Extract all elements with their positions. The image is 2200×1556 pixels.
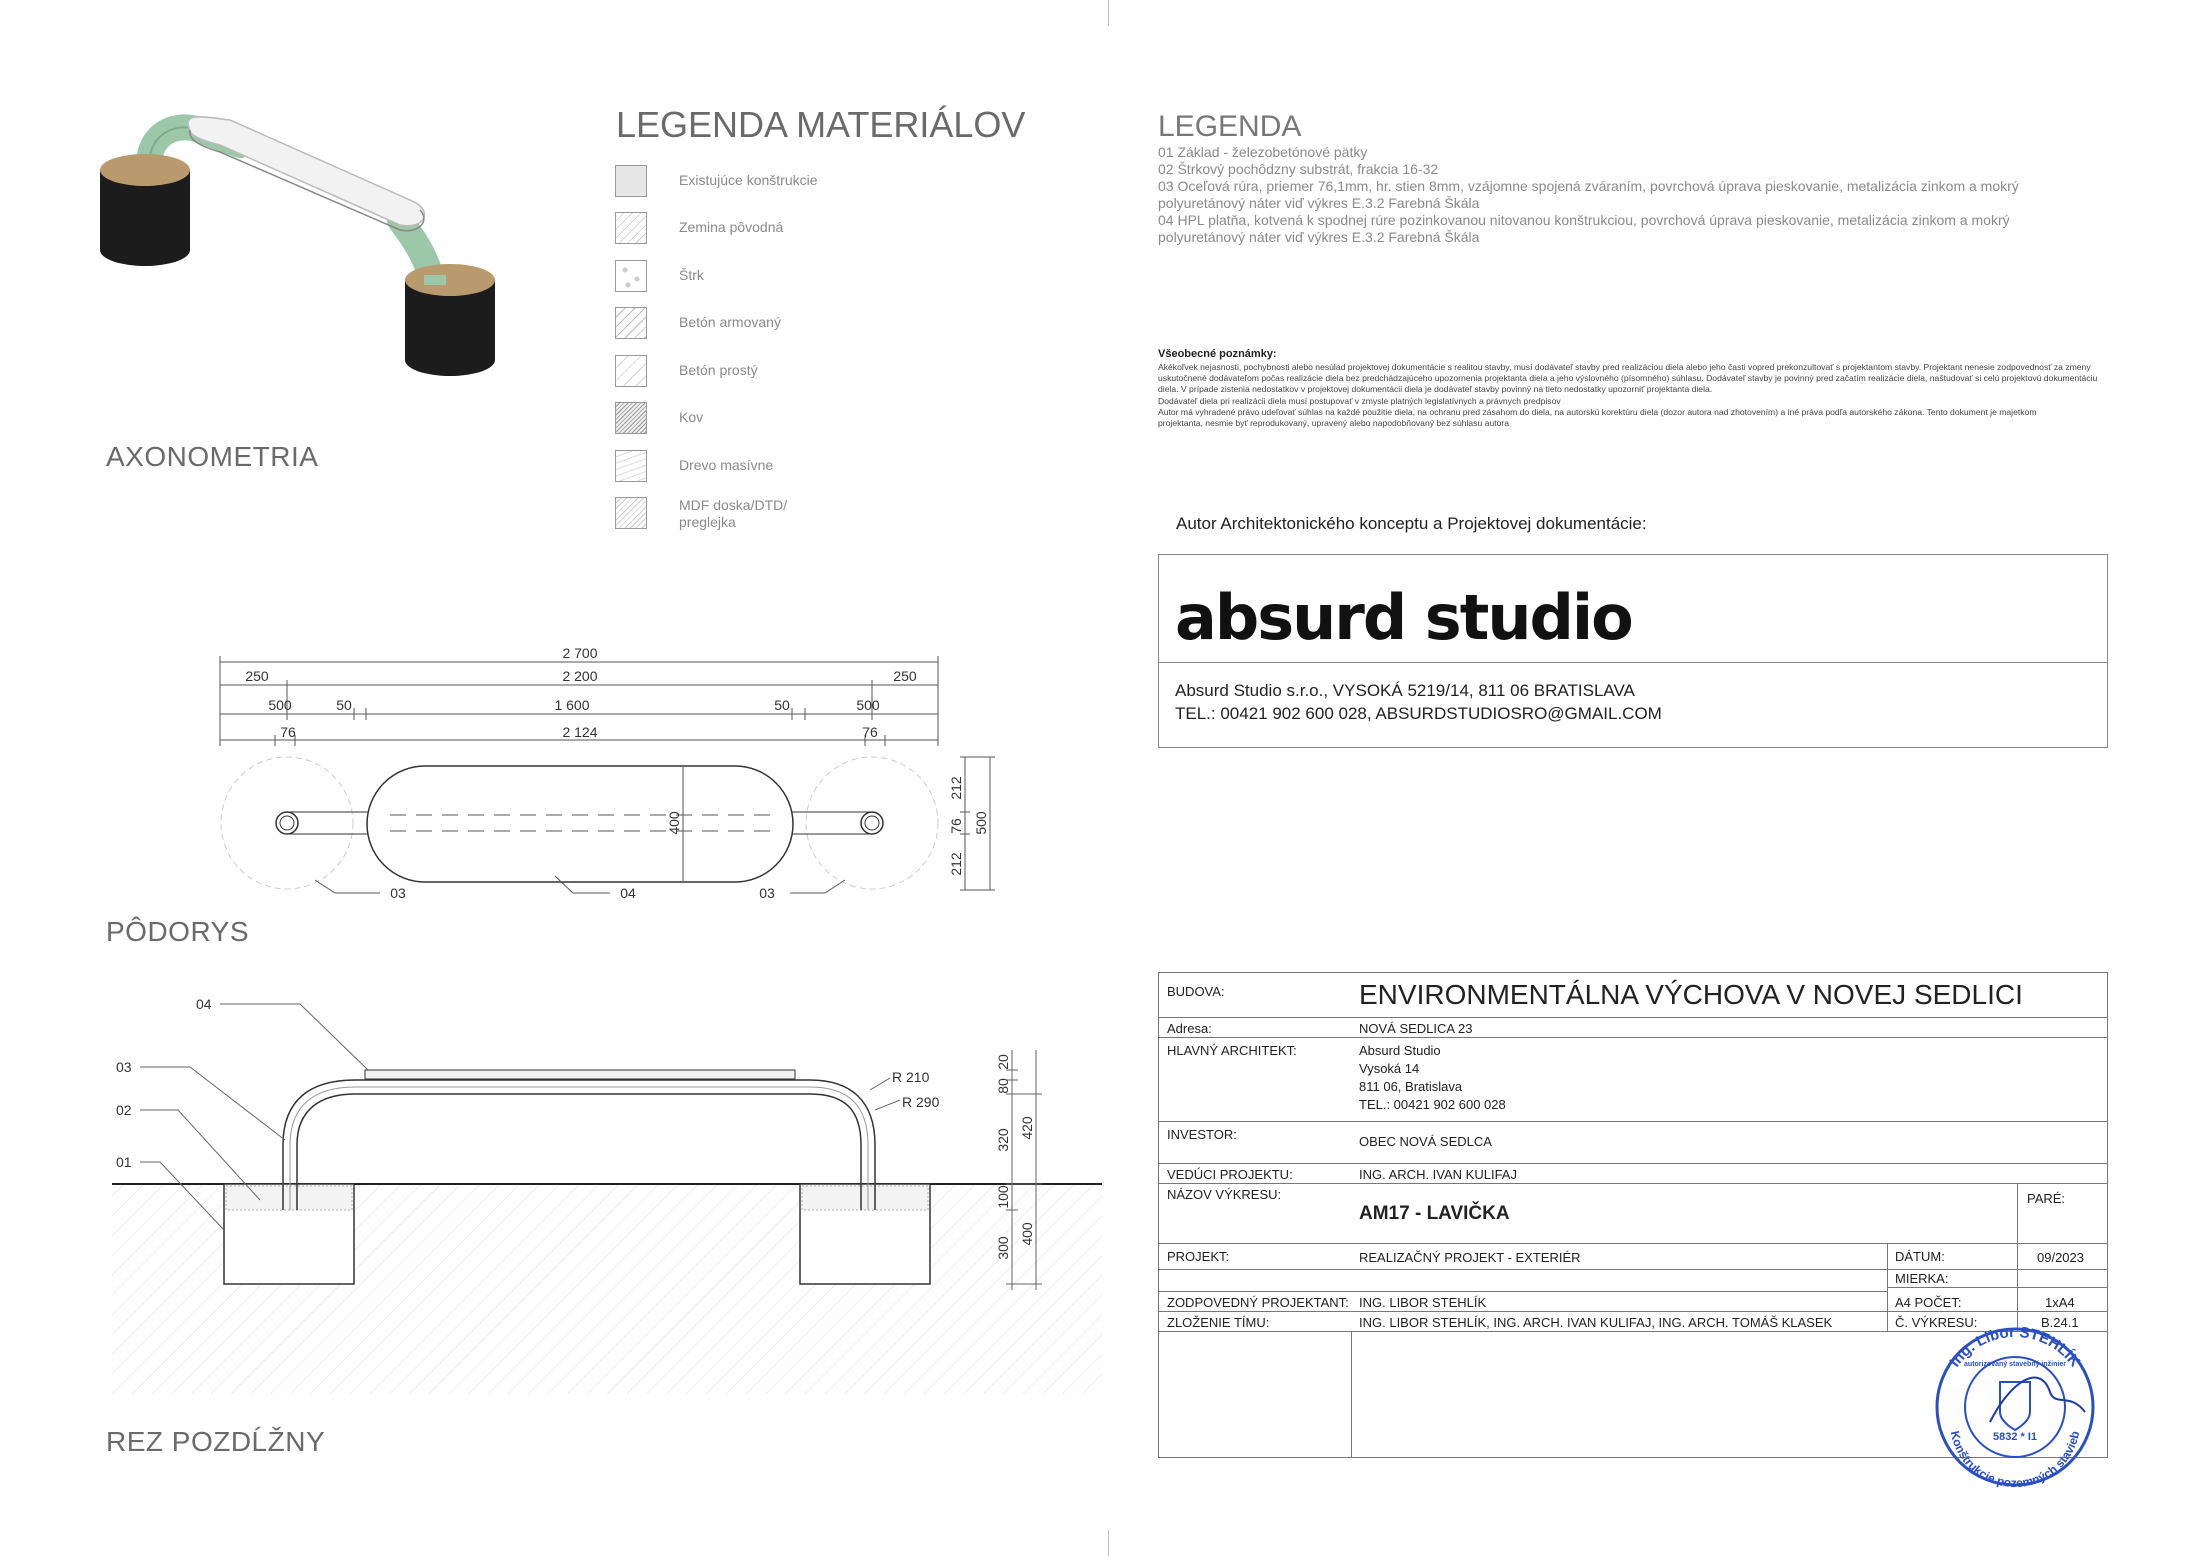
page-divider-bottom	[1108, 1530, 1109, 1556]
tb-veduci-label: VEDÚCI PROJEKTU:	[1167, 1167, 1293, 1182]
stamp-role: Konštrukcie pozemných stavieb	[1947, 1429, 2083, 1491]
tb-architekt-line: 811 06, Bratislava	[1359, 1079, 1463, 1094]
axonometric-drawing	[90, 100, 530, 380]
sec-r210: R 210	[892, 1069, 930, 1085]
dim-212-bottom: 212	[948, 852, 964, 876]
material-label: Drevo masívne	[679, 457, 774, 473]
material-label: Zemina pôvodná	[679, 219, 784, 235]
tb-projekt: REALIZAČNÝ PROJEKT - EXTERIÉR	[1359, 1250, 1581, 1265]
tb-cislo-label: Č. VÝKRESU:	[1895, 1315, 1978, 1330]
tb-tim-label: ZLOŽENIE TÍMU:	[1167, 1315, 1270, 1330]
dim-500-vert: 500	[973, 811, 989, 835]
material-label: Betón prostý	[679, 362, 758, 378]
legend-materials-title: LEGENDA MATERIÁLOV	[616, 104, 1026, 145]
legend-item: 03 Oceľová rúra, priemer 76,1mm, hr. stien 8mm, vzájomne spojená zváraním, povrchová úprava pieskovanie, metalizácia zinkom a mokrý polyuretánový náter viď výkres E.3.2 Farebná Škála	[1158, 178, 2019, 211]
stamp-number: 5832 * I1	[1992, 1431, 2038, 1443]
dim-50-right: 50	[774, 697, 790, 713]
sec-dim-80: 80	[995, 1078, 1011, 1094]
dim-total: 2 700	[562, 645, 598, 661]
tb-mierka-label: MIERKA:	[1895, 1271, 1949, 1286]
material-label: Existujúce konštrukcie	[679, 172, 818, 188]
notes-copyright: Autor má vyhradené právo udeľovať súhlas na každé použitie diela, na ochranu pred zásahom do diela, na autorskú korektúru diela (dozor autora nad zhotovením) a iné práva podľa autorského zákona. Tento dokument je majetkom projektanta, nesmie byť reprodukovaný, upravený alebo napodobňovaný bez súhlasu autora	[1158, 406, 2037, 429]
material-item	[615, 307, 819, 339]
material-item	[615, 402, 819, 434]
dim-76-right: 76	[862, 724, 878, 740]
stamp-name: Ing. Libor STEHLÍK	[1946, 1323, 2084, 1371]
dim-1600: 1 600	[554, 697, 590, 713]
tb-nazov-label: NÁZOV VÝKRESU:	[1167, 1187, 1282, 1202]
studio-contact: TEL.: 00421 902 600 028, ABSURDSTUDIOSRO@GMAIL.COM	[1175, 704, 1662, 723]
material-item	[615, 355, 819, 387]
legend-item: 01 Základ - železobetónové pätky	[1158, 144, 1368, 160]
tb-adresa: NOVÁ SEDLICA 23	[1359, 1021, 1473, 1036]
material-swatch-plain-concrete	[615, 355, 647, 387]
page-divider	[1108, 0, 1109, 26]
material-item	[615, 212, 819, 244]
dim-500-right: 500	[856, 697, 880, 713]
material-swatch-gravel	[615, 260, 647, 292]
studio-address: Absurd Studio s.r.o., VYSOKÁ 5219/14, 811 06 BRATISLAVA	[1175, 681, 1635, 700]
author-label: Autor Architektonického konceptu a Projektovej dokumentácie:	[1176, 514, 1647, 533]
official-stamp	[1920, 1322, 2110, 1492]
material-label: Kov	[679, 409, 704, 425]
studio-box	[1158, 554, 2108, 748]
tb-architekt-line: Absurd Studio	[1359, 1043, 1441, 1058]
sec-r290: R 290	[902, 1094, 940, 1110]
tb-nazov: AM17 - LAVIČKA	[1359, 1203, 1510, 1224]
sec-label-02: 02	[116, 1102, 132, 1118]
axonometria-title: AXONOMETRIA	[106, 441, 319, 472]
material-label: Betón armovaný	[679, 314, 781, 330]
tb-tim: ING. LIBOR STEHLÍK, ING. ARCH. IVAN KULIFAJ, ING. ARCH. TOMÁŠ KLASEK	[1359, 1315, 1833, 1330]
material-swatch-hatch	[615, 212, 647, 244]
tb-zodp: ING. LIBOR STEHLÍK	[1359, 1295, 1487, 1310]
general-notes	[1158, 348, 2108, 429]
materials-legend-list	[615, 165, 915, 535]
dim-500-left: 500	[268, 697, 292, 713]
legend-item: 04 HPL platňa, kotvená k spodnej rúre pozinkovanou nitovanou konštrukciou, povrchová úprava pieskovanie, metalizácia zinkom a mokrý polyuretánový náter viď výkres E.3.2 Farebná Škála	[1158, 212, 2010, 245]
label-03-left: 03	[390, 885, 406, 901]
tb-investor: OBEC NOVÁ SEDLCA	[1359, 1134, 1492, 1149]
material-label: MDF doska/DTD/ preglejka	[679, 497, 788, 530]
tb-datum-label: DÁTUM:	[1895, 1249, 1945, 1264]
tb-architekt-label: HLAVNÝ ARCHITEKT:	[1167, 1043, 1297, 1058]
sec-dim-20: 20	[995, 1054, 1011, 1070]
material-swatch-concrete	[615, 307, 647, 339]
label-04: 04	[620, 885, 636, 901]
dim-2124: 2 124	[562, 724, 598, 740]
dim-side-right: 250	[893, 668, 917, 684]
label-03-right: 03	[759, 885, 775, 901]
dim-mid: 2 200	[562, 668, 598, 684]
material-item	[615, 260, 819, 292]
notes-heading: Všeobecné poznámky:	[1158, 348, 1277, 360]
dim-side-left: 250	[245, 668, 269, 684]
tb-projekt-label: PROJEKT:	[1167, 1249, 1230, 1264]
tb-budova: ENVIRONMENTÁLNA VÝCHOVA V NOVEJ SEDLICI	[1359, 979, 2023, 1010]
dim-50-left: 50	[336, 697, 352, 713]
tb-veduci: ING. ARCH. IVAN KULIFAJ	[1359, 1167, 1517, 1182]
sec-dim-100: 100	[995, 1185, 1011, 1209]
material-item	[615, 450, 819, 482]
dim-212-top: 212	[948, 776, 964, 800]
dim-76-left: 76	[280, 724, 296, 740]
tb-architekt-line: TEL.: 00421 902 600 028	[1359, 1097, 1506, 1112]
dim-76-vert: 76	[948, 818, 964, 834]
tb-a4: 1xA4	[2045, 1295, 2075, 1310]
notes-line: Dodávateľ diela pri realizácii diela musí postupovať v zmysle platných legislatívnych a právnych predpisov	[1158, 395, 1561, 406]
sec-label-01: 01	[116, 1154, 132, 1170]
tb-architekt-line: Vysoká 14	[1359, 1061, 1420, 1076]
notes-paragraph: Akékoľvek nejasnosti, pochybnosti alebo nesúlad projektovej dokumentácie s realitou stavby, musí dodávateľ stavby pred realizáciou diela alebo jeho časti vopred prekonzultovať s projektantom stavby. Projektant nenesie zodpovednosť za zmeny uskutočnené dodávateľom počas realizácie diela bez predchádzajúceho upozornenia projektanta diela a jeho výslovného (písomného) súhlasu. Dodávateľ stavby je povinný pred začatím realizácie diela, naštudovať si celú projektovú dokumentáciu diela. V prípade zistenia nedostatkov v projektovej dokumentácii diela je dodávateľ stavby povinný na tieto nedostatky upozorniť projektanta diela.	[1158, 362, 2098, 395]
sec-dim-300: 300	[995, 1236, 1011, 1260]
podorys-title: PÔDORYS	[106, 916, 250, 947]
tb-pare-label: PARÉ:	[2027, 1191, 2066, 1206]
tb-datum: 09/2023	[2037, 1250, 2084, 1265]
tb-cislo: B.24.1	[2041, 1315, 2079, 1330]
section-drawing	[100, 990, 1110, 1410]
legend-title: LEGENDA	[1158, 110, 1302, 143]
material-swatch-wood	[615, 450, 647, 482]
material-label: Štrk	[679, 267, 704, 283]
sec-label-03: 03	[116, 1059, 132, 1075]
material-item	[615, 165, 819, 197]
sec-dim-420: 420	[1019, 1116, 1035, 1140]
legend-item: 02 Štrkový pochôdzny substrát, frakcia 16-32	[1158, 161, 1439, 177]
studio-logo: absurd studio	[1175, 581, 1632, 654]
stamp-sub: autorizovaný stavebný inžinier	[1964, 1361, 2066, 1368]
plan-drawing	[200, 640, 1020, 910]
tb-a4-label: A4 POČET:	[1895, 1295, 1962, 1310]
material-swatch-metal	[615, 402, 647, 434]
legend-list	[1158, 144, 2078, 246]
dim-400-seat: 400	[666, 811, 682, 835]
tb-zodp-label: ZODPOVEDNÝ PROJEKTANT:	[1167, 1295, 1349, 1310]
material-swatch-solid	[615, 165, 647, 197]
studio-box-divider	[1159, 662, 2107, 663]
tb-investor-label: INVESTOR:	[1167, 1127, 1237, 1142]
sec-dim-320: 320	[995, 1128, 1011, 1152]
rez-title: REZ POZDĹŽNY	[106, 1426, 326, 1457]
tb-budova-label: BUDOVA:	[1167, 984, 1225, 999]
material-item	[615, 497, 819, 531]
material-swatch-mdf	[615, 497, 647, 529]
sec-dim-400: 400	[1019, 1222, 1035, 1246]
sec-label-04: 04	[196, 996, 212, 1012]
tb-adresa-label: Adresa:	[1167, 1021, 1212, 1036]
